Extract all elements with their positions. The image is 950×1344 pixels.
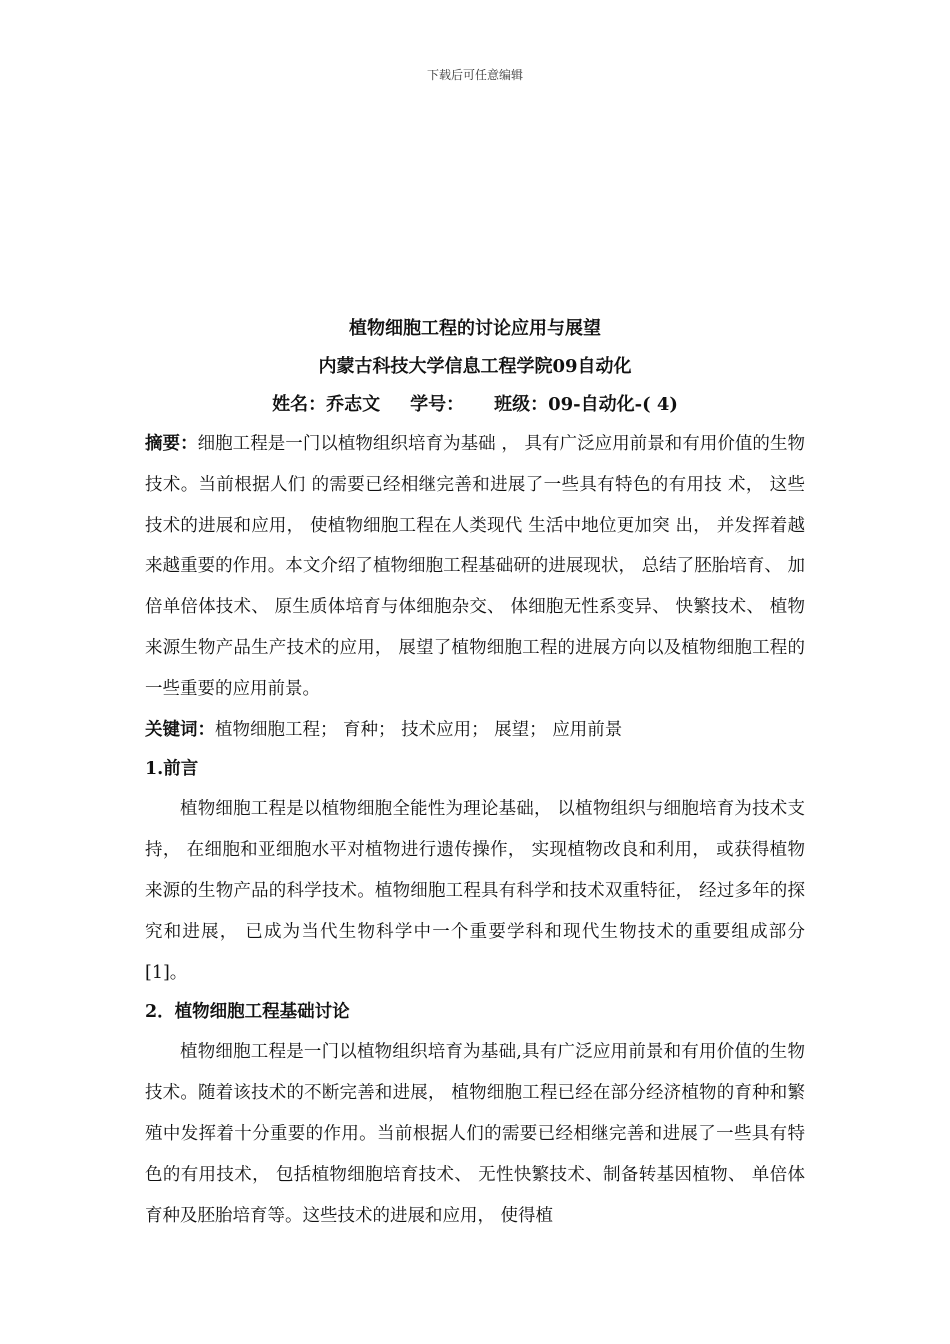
keywords-paragraph	[145, 710, 805, 751]
keywords-text: 植物细胞工程； 育种； 技术应用； 展望； 应用前景	[215, 719, 623, 740]
page-header-note: 下载后可任意编辑	[426, 68, 523, 82]
section-body: 植物细胞工程是一门以植物组织培育为基础,具有广泛应用前景和有用价值的生物技术。随着该技术的不断完善和进展， 植物细胞工程已经在部分经济植物的育种和繁殖中发挥着十分重要的作用。当前根据人们的需要已经相继完善和进展了一些具有特色的有用技术， 包括植物细胞培育技术、 无性快繁技术、制备转基因植物、 单倍体育种及胚胎培育等。这些技术的进展和应用， 使得植	[145, 1042, 805, 1226]
class-info: 班级：09-自动化-( 4)	[494, 394, 678, 415]
student-id: 学号：	[410, 394, 465, 415]
author-name: 姓名：乔志文	[272, 394, 381, 415]
abstract-label: 摘要：	[145, 434, 198, 454]
section-heading: 1.前言	[145, 759, 199, 780]
section-body: 植物细胞工程是以植物细胞全能性为理论基础， 以植物组织与细胞培育为技术支持， 在细胞和亚细胞水平对植物进行遗传操作， 实现植物改良和利用， 或获得植物来源的生物产品的科学技术。植物细胞工程具有科学和技术双重特征， 经过多年的探究和进展， 已成为当代生物科学中一个重要学科和现代生物技术的重要组成部分[1]。	[145, 799, 805, 983]
abstract-text: 细胞工程是一门以植物组织培育为基础 ， 具有广泛应用前景和有用价值的生物技术。当前根据人们 的需要已经相继完善和进展了一些具有特色的有用技 术， 这些 技术的进展和应用， 使植物细胞工程在人类现代 生活中地位更加突 出， 并发挥着越来越重要的作用。本文介绍了植物细胞工程基础研的进展现状， 总结了胚胎培育、 加倍单倍体技术、 原生质体培育与体细胞杂交、 体细胞无性系变异、 快繁技术、 植物来源生物产品生产技术的应用， 展望了植物细胞工程的进展方向以及植物细胞工程的一些重要的应用前景。	[145, 434, 805, 699]
author-affiliation: 内蒙古科技大学信息工程学院09自动化	[318, 356, 632, 377]
abstract-paragraph	[145, 424, 805, 710]
document-body	[145, 424, 805, 1236]
section-heading: 2．植物细胞工程基础讨论	[145, 1002, 350, 1023]
keywords-label: 关键词：	[145, 719, 215, 740]
title-block	[0, 316, 950, 430]
document-title: 植物细胞工程的讨论应用与展望	[349, 318, 601, 339]
